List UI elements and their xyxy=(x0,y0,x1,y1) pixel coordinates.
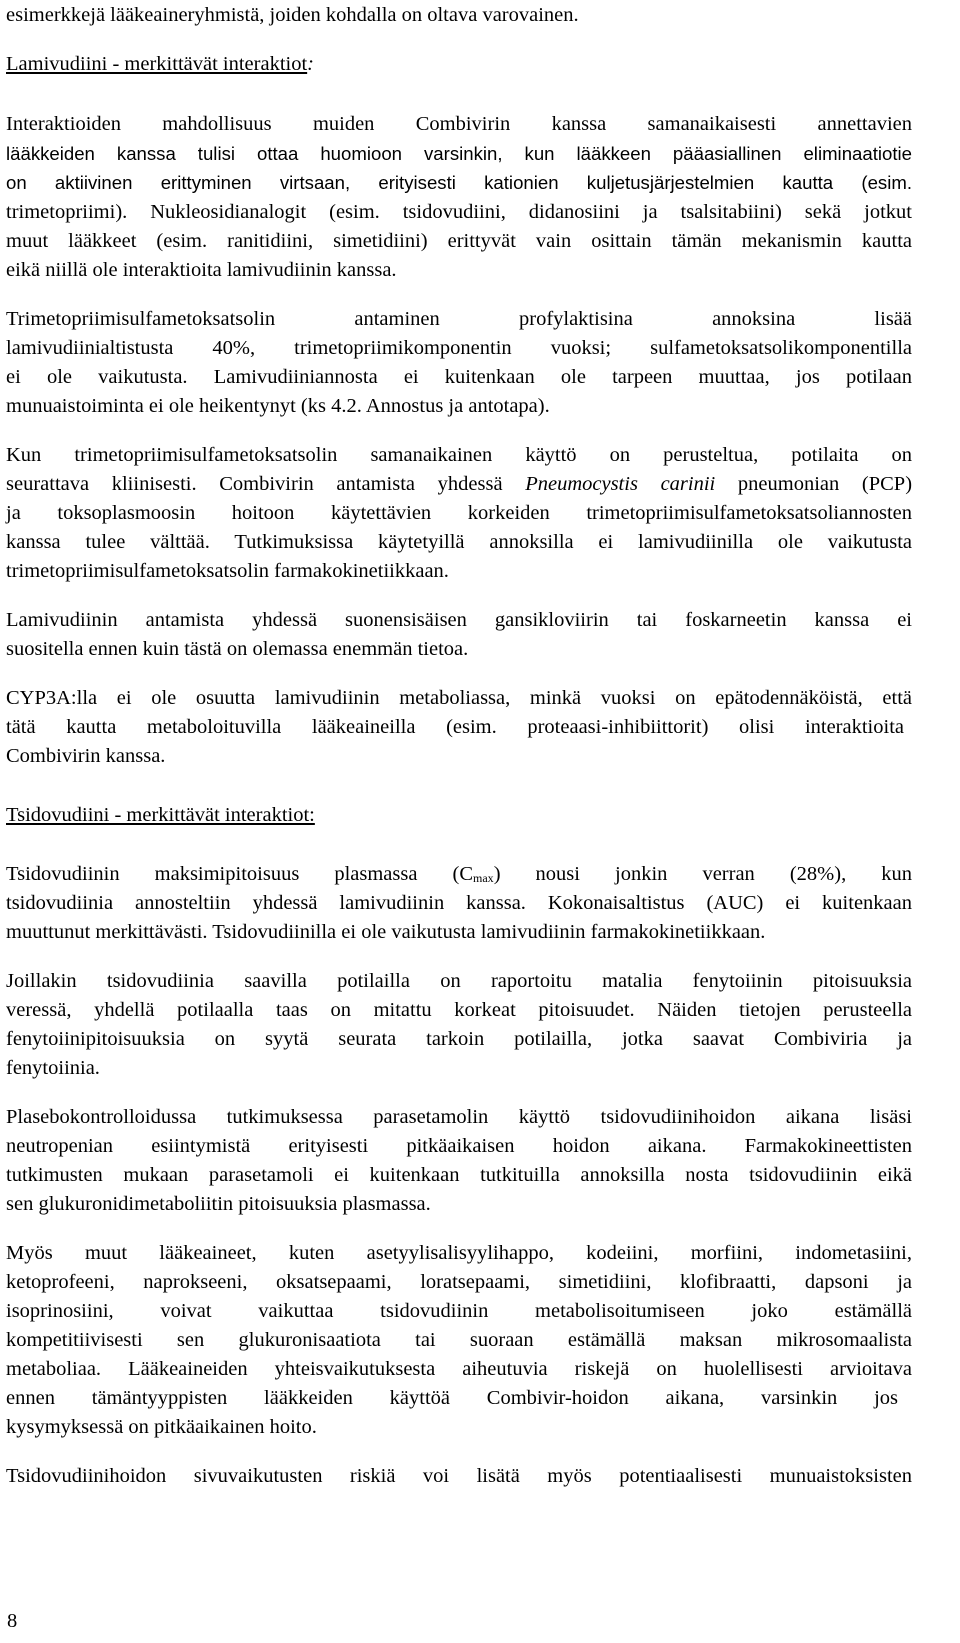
p3-line-5: trimetopriimisulfametoksatsolin farmakokinetiikkaan. xyxy=(6,560,449,582)
p1-line-5: muut lääkkeet (esim. ranitidiini, simetidiini) erittyvät vain osittain tämän mekanismin kautta xyxy=(6,230,912,252)
cmax-subscript: max xyxy=(473,871,494,885)
p9-line-3: isoprinosiini, voivat vaikuttaa tsidovudiinin metabolisoitumiseen joko estämällä xyxy=(6,1300,912,1322)
p3-line-1: Kun trimetopriimisulfametoksatsolin samanaikainen käyttö on perusteltua, potilaita on xyxy=(6,444,912,466)
p6-line-1-b: ) nousi jonkin verran (28%), kun xyxy=(493,863,912,885)
p10-line-1: Tsidovudiinihoidon sivuvaikutusten riskiä voi lisätä myös potentiaalisesti munuaistoksisten xyxy=(6,1465,912,1487)
p9-line-7: kysymyksessä on pitkäaikainen hoito. xyxy=(6,1416,317,1438)
p1-line-4: trimetopriimi). Nukleosidianalogit (esim. tsidovudiini, didanosiini ja tsalsitabiini) sekä jotkut xyxy=(6,201,912,223)
p9-line-2: ketoprofeeni, naprokseeni, oksatsepaami, loratsepaami, simetidiini, klofibraatti, dapsoni ja xyxy=(6,1271,912,1293)
p8-line-3: tutkimusten mukaan parasetamoli ei kuitenkaan tutkituilla annoksilla nosta tsidovudiinin eikä xyxy=(6,1164,912,1186)
intro-line: esimerkkejä lääkeaineryhmistä, joiden kohdalla on oltava varovainen. xyxy=(6,4,579,26)
p3-line-2 xyxy=(6,472,912,496)
p1-line-3: on aktiivinen erittyminen virtsaan, erityisesti kationien kuljetusjärjestelmien kautta (esim. xyxy=(6,172,912,193)
p2-line-3: ei ole vaikutusta. Lamivudiiniannosta ei kuitenkaan ole tarpeen muuttaa, jos potilaan xyxy=(6,366,912,388)
lamivudine-heading-colon: : xyxy=(307,53,314,75)
zidovudine-heading xyxy=(6,803,912,827)
p2-line-4: munuaistoiminta ei ole heikentynyt (ks 4.2. Annostus ja antotapa). xyxy=(6,395,550,417)
p6-line-2: tsidovudiinia annosteltiin yhdessä lamivudiinin kanssa. Kokonaisaltistus (AUC) ei kuitenkaan xyxy=(6,892,912,914)
p2-line-1: Trimetopriimisulfametoksatsolin antaminen profylaktisina annoksina lisää xyxy=(6,308,912,330)
p9-line-5: metaboliaa. Lääkeaineiden yhteisvaikutuksesta aiheutuvia riskejä on huolellisesti arvioitava xyxy=(6,1358,912,1380)
p4-line-1: Lamivudiinin antamista yhdessä suonensisäisen gansikloviirin tai foskarneetin kanssa ei xyxy=(6,609,912,631)
p1-line-2: lääkkeiden kanssa tulisi ottaa huomioon varsinkin, kun lääkkeen pääasiallinen eliminaatiotie xyxy=(6,143,912,164)
p7-line-1: Joillakin tsidovudiinia saavilla potilailla on raportoitu matalia fenytoiinin pitoisuuksia xyxy=(6,970,912,992)
p8-line-4: sen glukuronidimetaboliitin pitoisuuksia plasmassa. xyxy=(6,1193,431,1215)
pneumocystis-italic: Pneumocystis carinii xyxy=(525,473,716,495)
p1-line-1: Interaktioiden mahdollisuus muiden Combivirin kanssa samanaikaisesti annettavien xyxy=(6,113,912,135)
p6-line-1-a: Tsidovudiinin maksimipitoisuus plasmassa (C xyxy=(6,863,474,885)
p9-line-1: Myös muut lääkeaineet, kuten asetyylisalisyylihappo, kodeiini, morfiini, indometasiini, xyxy=(6,1242,912,1264)
p8-line-1: Plasebokontrolloidussa tutkimuksessa parasetamolin käyttö tsidovudiinihoidon aikana lisäsi xyxy=(6,1106,912,1128)
p5-line-3: Combivirin kanssa. xyxy=(6,745,166,767)
p3-line-3: ja toksoplasmoosin hoitoon käytettävien korkeiden trimetopriimisulfametoksatsoliannosten xyxy=(6,502,912,524)
p3-line-2-b: pneumonian (PCP) xyxy=(737,473,913,495)
lamivudine-heading xyxy=(6,52,912,76)
p7-line-4: fenytoiinia. xyxy=(6,1057,100,1079)
p5-line-1: CYP3A:lla ei ole osuutta lamivudiinin metaboliassa, minkä vuoksi on epätodennäköistä, että xyxy=(6,687,912,709)
p7-line-3: fenytoiinipitoisuuksia on syytä seurata tarkoin potilailla, jotka saavat Combiviria ja xyxy=(6,1028,912,1050)
lamivudine-heading-text: Lamivudiini - merkittävät interaktiot xyxy=(6,53,308,75)
p9-line-6: ennen tämäntyyppisten lääkkeiden käyttöä Combivir-hoidon aikana, varsinkin jos xyxy=(6,1387,898,1409)
p7-line-2: veressä, yhdellä potilaalla taas on mitattu korkeat pitoisuudet. Näiden tietojen perusteella xyxy=(6,999,912,1021)
zidovudine-heading-text: Tsidovudiini - merkittävät interaktiot: xyxy=(6,804,315,826)
p9-line-4: kompetitiivisesti sen glukuronisaatiota tai suoraan estämällä maksan mikrosomaalista xyxy=(6,1329,912,1351)
p6-line-1 xyxy=(6,862,912,890)
p4-line-2: suositella ennen kuin tästä on olemassa enemmän tietoa. xyxy=(6,638,469,660)
p1-line-6: eikä niillä ole interaktioita lamivudiinin kanssa. xyxy=(6,259,397,281)
page-number: 8 xyxy=(7,1610,18,1632)
p3-line-4: kanssa tulee välttää. Tutkimuksissa käytetyillä annoksilla ei lamivudiinilla ole vaikutusta xyxy=(6,531,912,553)
p5-line-2: tätä kautta metaboloituvilla lääkeaineilla (esim. proteaasi-inhibiittorit) olisi interaktioita xyxy=(6,716,904,738)
p3-line-2-a: seurattava kliinisesti. Combivirin antamista yhdessä xyxy=(6,473,503,495)
p2-line-2: lamivudiinialtistusta 40%, trimetopriimikomponentin vuoksi; sulfametoksatsolikomponentilla xyxy=(6,337,912,359)
p8-line-2: neutropenian esiintymistä erityisesti pitkäaikaisen hoidon aikana. Farmakokineettisten xyxy=(6,1135,912,1157)
p6-line-3: muuttunut merkittävästi. Tsidovudiinilla ei ole vaikutusta lamivudiinin farmakokinetiikkaan. xyxy=(6,921,766,943)
